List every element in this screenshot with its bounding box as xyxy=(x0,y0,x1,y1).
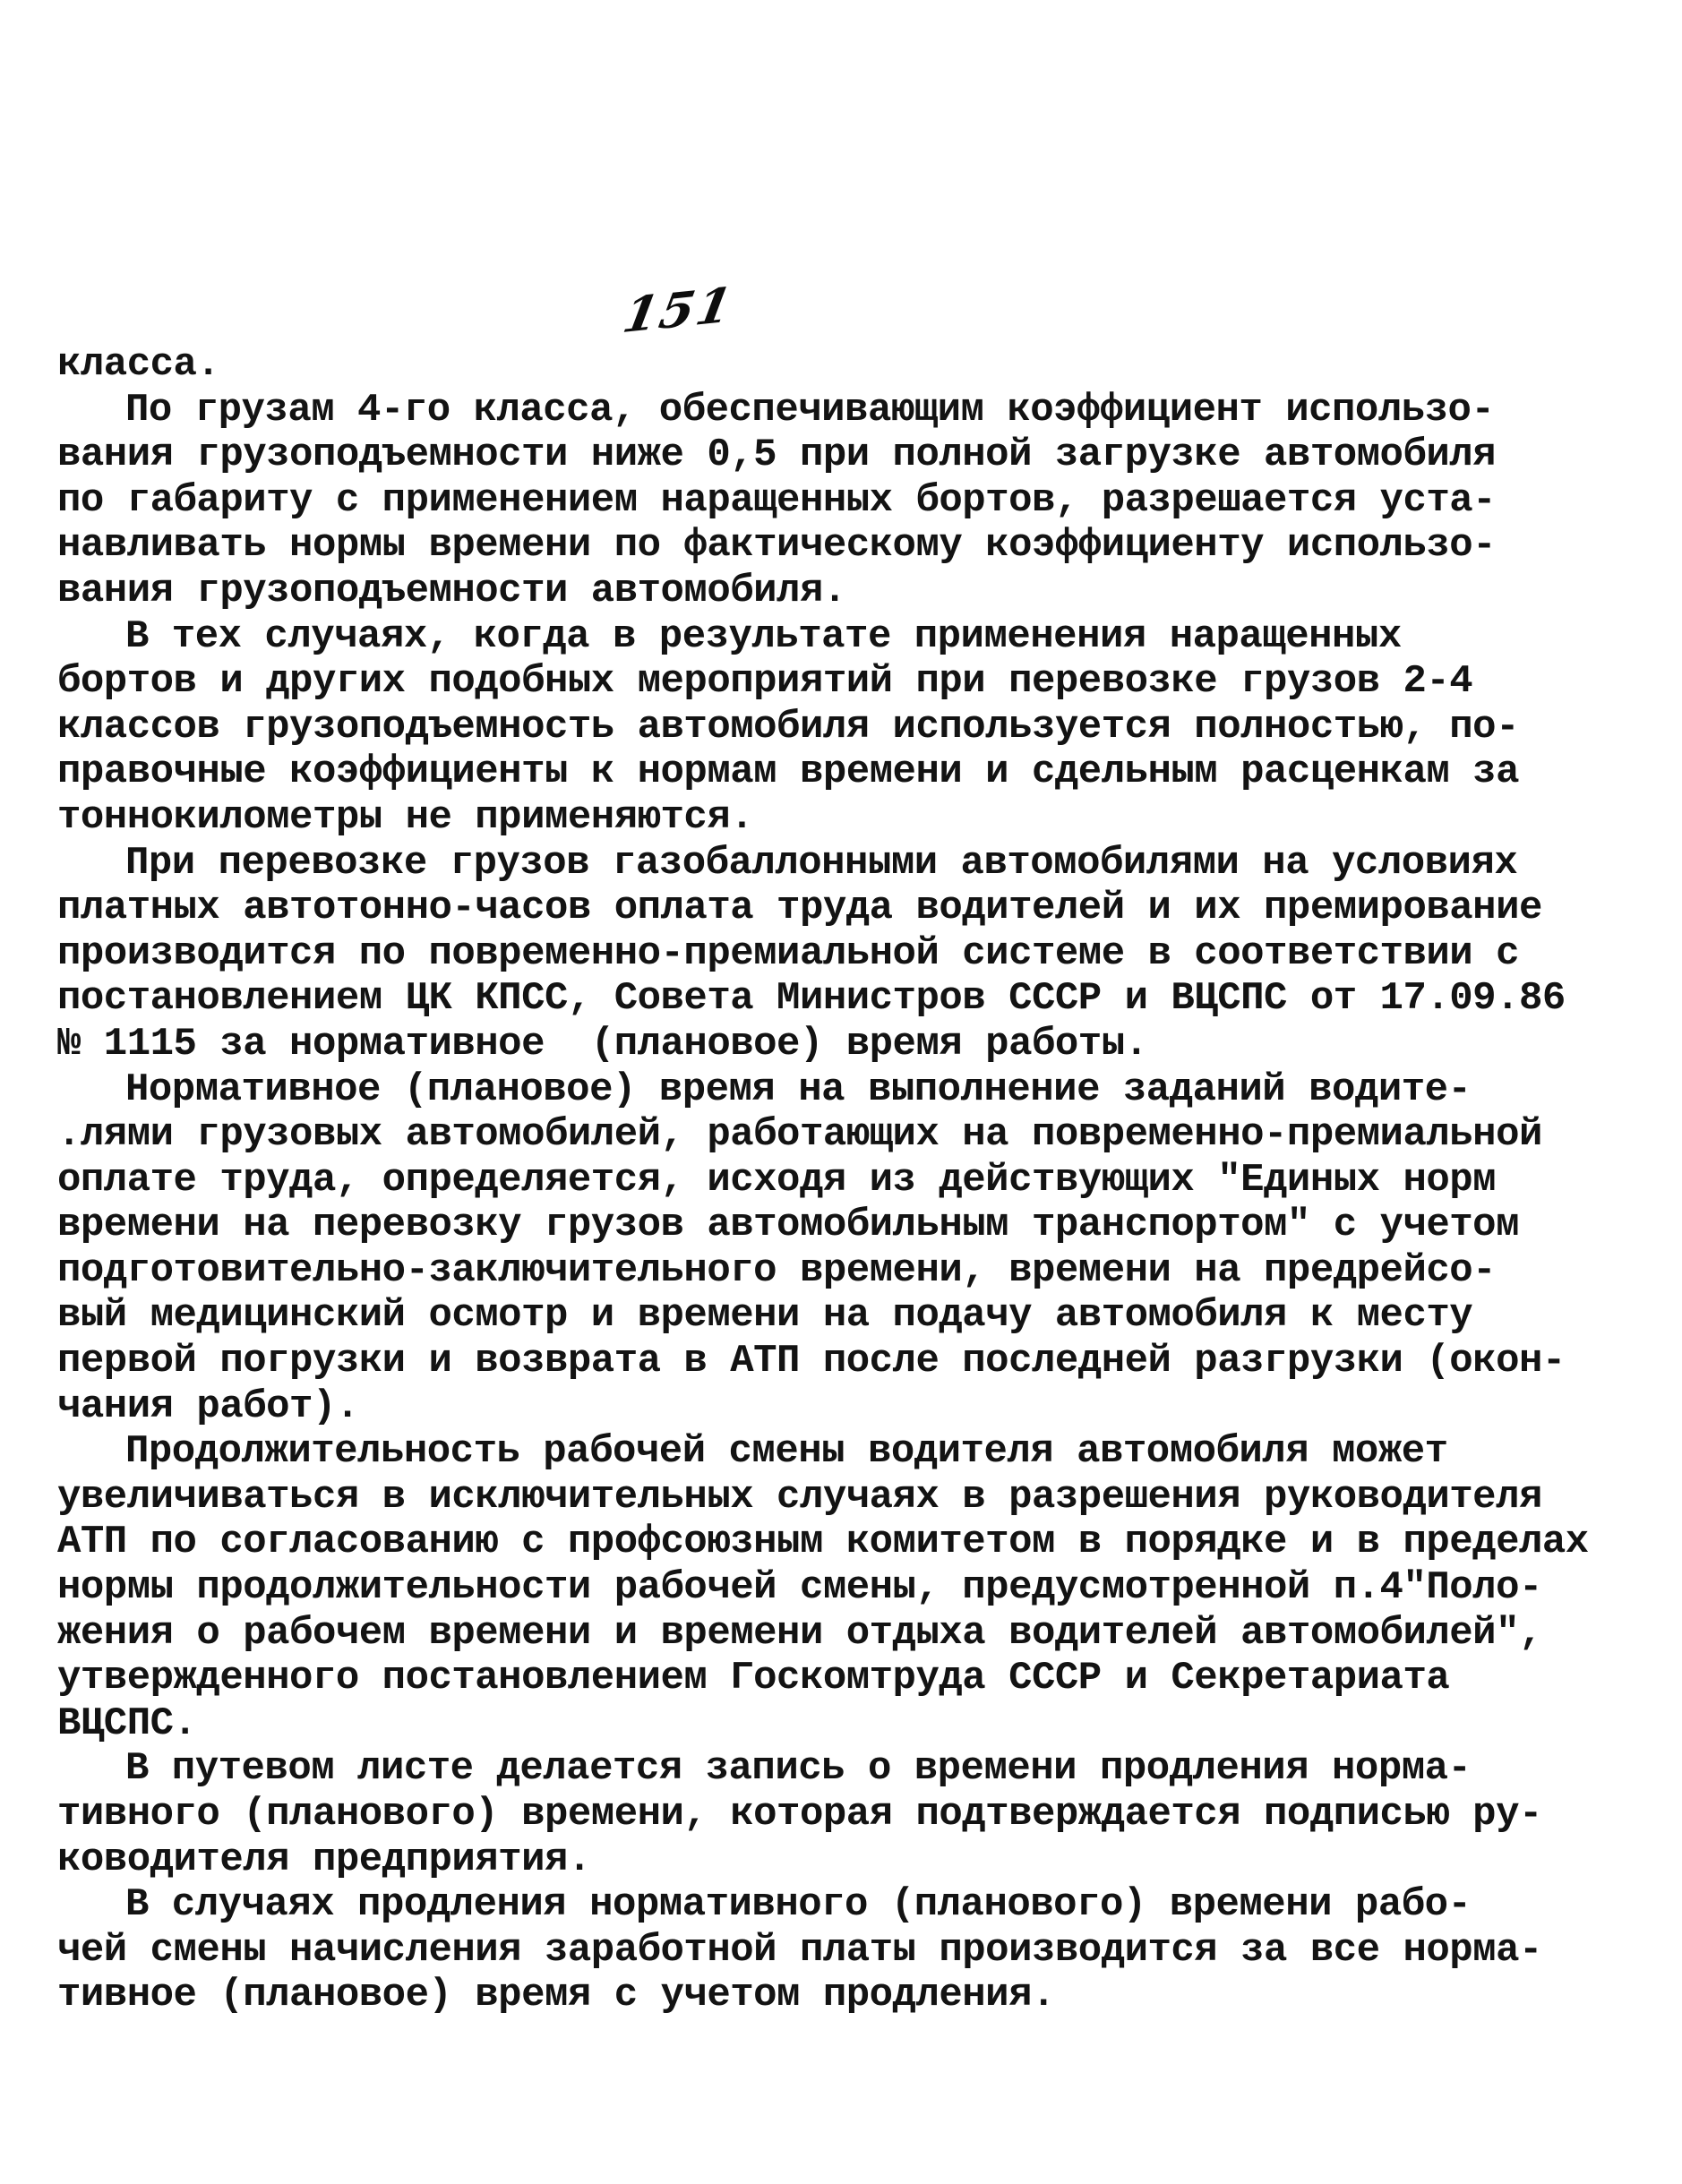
page-number: 151 xyxy=(618,275,738,345)
text-line: При перевозке грузов газобаллонными автомобилями на условиях xyxy=(125,840,1518,886)
text-line: ВЦСПС. xyxy=(57,1700,197,1746)
text-line: В тех случаях, когда в результате применения наращенных xyxy=(125,613,1402,659)
text-line: В путевом листе делается запись о времени продления норма- xyxy=(125,1746,1472,1792)
text-line: производится по повременно-премиальной системе в соответствии с xyxy=(57,930,1519,976)
text-line: классов грузоподъемность автомобиля используется полностью, по- xyxy=(57,704,1519,749)
text-line: .лями грузовых автомобилей, работающих на повременно-премиальной xyxy=(57,1112,1542,1158)
text-line: вания грузоподъемности ниже 0,5 при полной загрузке автомобиля xyxy=(57,433,1497,478)
text-line: нормы продолжительности рабочей смены, предусмотренной п.4"Поло- xyxy=(57,1565,1542,1611)
text-line: вый медицинский осмотр и времени на подачу автомобиля к месту xyxy=(57,1293,1473,1339)
text-line: № 1115 за нормативное (плановое) время работы. xyxy=(57,1021,1148,1066)
document-body xyxy=(57,342,1634,2018)
text-line: бортов и других подобных мероприятий при перевозке грузов 2-4 xyxy=(57,659,1473,705)
text-line: чей смены начисления заработной платы производится за все норма- xyxy=(57,1927,1542,1973)
text-line: по габариту с применением наращенных бортов, разрешается уста- xyxy=(57,477,1497,523)
text-line: жения о рабочем времени и времени отдыха водителей автомобилей", xyxy=(57,1610,1542,1656)
text-line: подготовительно-заключительного времени, времени на предрейсо- xyxy=(57,1247,1497,1293)
text-line: постановлением ЦК КПСС, Совета Министров СССР и ВЦСПС от 17.09.86 xyxy=(57,976,1566,1022)
text-line: ководителя предприятия. xyxy=(57,1837,591,1882)
text-line: времени на перевозку грузов автомобильным транспортом" с учетом xyxy=(57,1203,1519,1248)
text-line: По грузам 4-го класса, обеспечивающим коэффициент использо- xyxy=(125,387,1495,433)
text-line: увеличиваться в исключительных случаях в разрешения руководителя xyxy=(57,1474,1542,1520)
text-line: правочные коэффициенты к нормам времени и сдельным расценкам за xyxy=(57,749,1519,795)
text-line: навливать нормы времени по фактическому коэффициенту использо- xyxy=(57,523,1497,569)
text-line: В случаях продления нормативного (планового) времени рабо- xyxy=(125,1882,1472,1928)
text-line: Нормативное (плановое) время на выполнение заданий водите- xyxy=(125,1066,1472,1112)
text-line: тивное (плановое) время с учетом продления. xyxy=(57,1973,1055,2018)
text-line: утвержденного постановлением Госкомтруда СССР и Секретариата xyxy=(57,1656,1450,1701)
text-line: класса. xyxy=(57,342,220,387)
text-line: первой погрузки и возврата в АТП после последней разгрузки (окон- xyxy=(57,1339,1566,1384)
text-line: тоннокилометры не применяются. xyxy=(57,794,754,840)
text-line: платных автотонно-часов оплата труда водителей и их премирование xyxy=(57,886,1542,931)
text-line: Продолжительность рабочей смены водителя автомобиля может xyxy=(125,1429,1448,1475)
text-line: оплате труда, определяется, исходя из действующих "Единых норм xyxy=(57,1157,1497,1203)
text-line: АТП по согласованию с профсоюзным комитетом в порядке и в пределах xyxy=(57,1520,1589,1565)
text-line: чания работ). xyxy=(57,1383,359,1429)
text-line: вания грузоподъемности автомобиля. xyxy=(57,568,846,613)
text-line: тивного (планового) времени, которая подтверждается подписью ру- xyxy=(57,1792,1542,1837)
